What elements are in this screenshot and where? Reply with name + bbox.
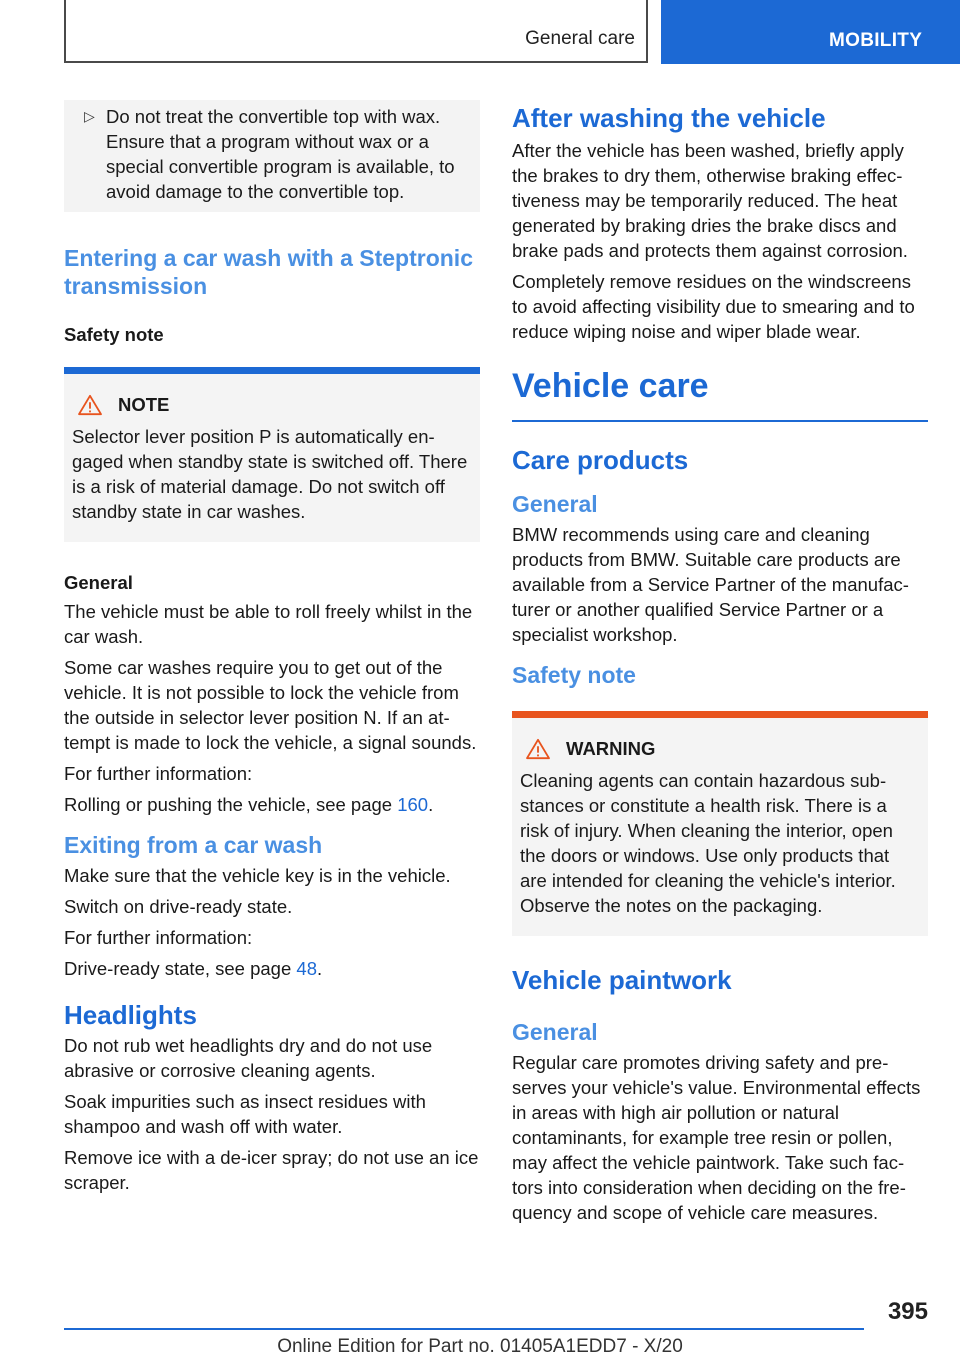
warning-box — [512, 711, 928, 936]
paragraph-with-link — [64, 956, 480, 981]
link-trail-text: . — [316, 958, 323, 979]
paragraph-with-link — [64, 792, 480, 817]
warning-title — [520, 738, 918, 760]
heading-entering-car-wash: Entering a car wash with a Steptronic transmission — [64, 245, 473, 299]
paragraph: Completely remove residues on the windscreens to avoid affecting visibility due to smearing and to reduce wiping noise and wiper blade wear. — [512, 271, 915, 342]
heading-general: General — [512, 491, 598, 517]
safety-note-label: Safety note — [64, 324, 164, 345]
paragraph: Remove ice with a de-icer spray; do not use an ice scraper. — [64, 1147, 479, 1193]
warning-text: Cleaning agents can contain hazardous substances or constitute a health risk. There is a risk of injury. When cleaning the interior, open the doors or windows. Use only products that are intended for cleaning the vehicle's interior. Observe the notes on the packaging. — [520, 770, 896, 916]
section-rule — [512, 420, 928, 422]
heading-safety-note: Safety note — [512, 662, 636, 688]
paragraph: Make sure that the vehicle key is in the vehicle. — [64, 865, 451, 886]
triangle-bullet-icon: ▷ — [84, 108, 95, 124]
paragraph: For further information: — [64, 763, 253, 784]
heading-exiting-car-wash: Exiting from a car wash — [64, 832, 323, 858]
page-link-48[interactable]: 48 — [296, 958, 317, 979]
link-lead-text: Rolling or pushing the vehicle, see page — [64, 794, 398, 815]
page-link-160[interactable]: 160 — [397, 794, 429, 815]
paragraph: Switch on drive-ready state. — [64, 896, 293, 917]
paragraph: BMW recommends using care and cleaning products from BMW. Suitable care products are available from a Service Partner of the manufacturer or another qualified Service Partner or a specialist workshop. — [512, 524, 909, 645]
paragraph: Regular care promotes driving safety and preserves your vehicle's value. Environmental effects in areas with high air pollution or natural contaminants, for example tree resin or pollen, may affect the vehicle paintwork. Take such factors into consideration when deciding on the frequency and scope of vehicle care measures. — [512, 1052, 921, 1223]
general-label: General — [64, 572, 133, 593]
note-title-text: NOTE — [118, 394, 170, 415]
link-trail-text: . — [428, 794, 434, 815]
paragraph: The vehicle must be able to roll freely whilst in the car wash. — [64, 601, 473, 647]
note-text: Selector lever position P is automatically engaged when standby state is switched off. There is a risk of material damage. Do not switch off standby state in car washes. — [72, 426, 468, 522]
left-column — [64, 100, 480, 1201]
heading-care-products: Care products — [512, 445, 689, 475]
right-column — [512, 100, 928, 1231]
heading-headlights: Headlights — [64, 1000, 197, 1030]
paragraph: Soak impurities such as insect residues with shampoo and wash off with water. — [64, 1091, 426, 1137]
chapter-tab[interactable]: MOBILITY — [661, 0, 960, 64]
footer-edition: Online Edition for Part no. 01405A1EDD7 - X/20 — [277, 1336, 683, 1357]
footer-rule — [64, 1328, 864, 1330]
note-title — [72, 394, 470, 416]
bullet-text: Do not treat the convertible top with wax. Ensure that a program without wax or a special convertible program is available, to avoid damage to the convertible top. — [106, 106, 455, 202]
paragraph: For further information: — [64, 927, 253, 948]
paragraph: Do not rub wet headlights dry and do not use abrasive or corrosive cleaning agents. — [64, 1035, 433, 1081]
warning-triangle-icon — [524, 738, 552, 760]
page-number: 395 — [887, 1298, 928, 1325]
warning-triangle-icon — [76, 394, 104, 416]
paragraph: After the vehicle has been washed, briefly apply the brakes to dry them, otherwise braking effectiveness may be temporarily reduced. The heat generated by braking dries the brake discs and brake pads and protects them against corrosion. — [512, 140, 908, 261]
link-lead-text: Drive-ready state, see page — [64, 958, 297, 979]
heading-general: General — [512, 1019, 598, 1045]
paragraph: Some car washes require you to get out of the vehicle. It is not possible to lock the vehicle from the outside in selector lever position N. If an attempt is made to lock the vehicle, a signal sounds. — [64, 657, 477, 753]
heading-vehicle-paintwork: Vehicle paintwork — [512, 965, 732, 995]
heading-after-washing: After washing the vehicle — [512, 103, 826, 133]
note-box — [64, 367, 480, 542]
section-title: General care — [525, 28, 635, 49]
warning-title-text: WARNING — [566, 738, 656, 759]
heading-vehicle-care: Vehicle care — [512, 367, 709, 405]
bullet-box — [64, 100, 480, 212]
